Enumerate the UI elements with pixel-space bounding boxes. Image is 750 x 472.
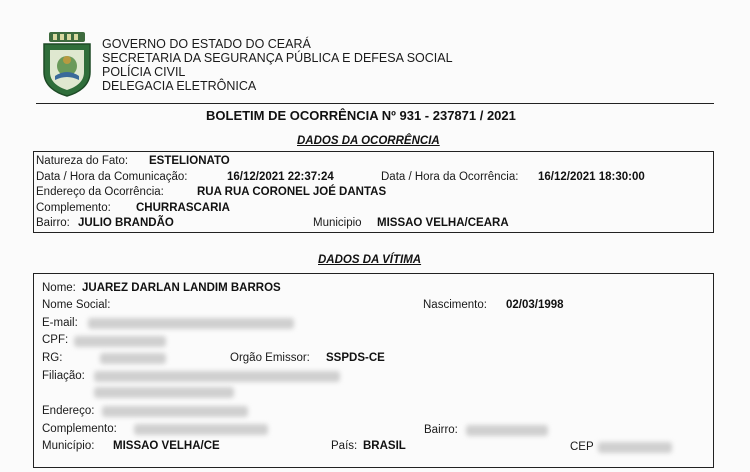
cep-redacted: [598, 442, 672, 453]
municipio-ocorrencia-label: Municipio: [313, 217, 362, 229]
complemento-vitima-label: Complemento:: [42, 423, 117, 435]
municipio-vitima-label: Município:: [42, 440, 95, 452]
cep-label: CEP: [570, 441, 594, 453]
rg-label: RG:: [42, 352, 63, 364]
email-redacted: [88, 318, 294, 329]
natureza-label: Natureza do Fato:: [36, 155, 129, 167]
header-line-3: POLÍCIA CIVIL: [102, 65, 186, 79]
nome-social-label: Nome Social:: [42, 299, 111, 311]
orgao-emissor-value: SSPDS-CE: [326, 352, 385, 364]
nascimento-label: Nascimento:: [423, 299, 487, 311]
endereco-ocorrencia-value: RUA RUA CORONEL JOÉ DANTAS: [197, 186, 387, 198]
filiacao-redacted-1: [94, 371, 340, 382]
section-title-vitima: DADOS DA VÍTIMA: [318, 254, 422, 266]
municipio-ocorrencia-value: MISSAO VELHA/CEARA: [377, 217, 509, 229]
complemento-ocorrencia-value: CHURRASCARIA: [136, 202, 230, 214]
rg-redacted: [100, 353, 166, 364]
endereco-vitima-label: Endereço:: [42, 405, 95, 417]
natureza-value: ESTELIONATO: [149, 155, 230, 167]
cpf-redacted: [74, 336, 166, 347]
bairro-ocorrencia-label: Bairro:: [36, 217, 70, 229]
header-line-2: SECRETARIA DA SEGURANÇA PÚBLICA E DEFESA SOCIAL: [102, 51, 453, 65]
header-divider: [36, 103, 714, 104]
nascimento-value: 02/03/1998: [506, 299, 564, 311]
cpf-label: CPF:: [42, 334, 69, 346]
ceara-coat-of-arms-icon: [40, 30, 94, 98]
bairro-vitima-label: Bairro:: [424, 424, 458, 436]
complemento-redacted: [134, 424, 268, 435]
filiacao-label: Filiação:: [42, 370, 85, 382]
comunicacao-label: Data / Hora da Comunicação:: [36, 171, 188, 183]
endereco-redacted: [102, 406, 248, 417]
bairro-redacted: [466, 425, 548, 436]
bairro-ocorrencia-value: JULIO BRANDÃO: [78, 217, 174, 229]
endereco-ocorrencia-label: Endereço da Ocorrência:: [36, 186, 164, 198]
email-label: E-mail:: [42, 317, 78, 329]
data-ocorrencia-value: 16/12/2021 18:30:00: [538, 171, 645, 183]
data-ocorrencia-label: Data / Hora da Ocorrência:: [381, 171, 519, 183]
section-title-ocorrencia: DADOS DA OCORRÊNCIA: [297, 135, 440, 147]
document-title: BOLETIM DE OCORRÊNCIA Nº 931 - 237871 / 2021: [206, 108, 516, 123]
nome-label: Nome:: [42, 282, 76, 294]
pais-value: BRASIL: [363, 440, 406, 452]
filiacao-redacted-2: [94, 387, 234, 398]
orgao-emissor-label: Orgão Emissor:: [230, 352, 310, 364]
header-line-1: GOVERNO DO ESTADO DO CEARÁ: [102, 37, 311, 51]
header-line-4: DELEGACIA ELETRÔNICA: [102, 79, 257, 93]
complemento-ocorrencia-label: Complemento:: [36, 202, 111, 214]
comunicacao-value: 16/12/2021 22:37:24: [227, 171, 334, 183]
municipio-vitima-value: MISSAO VELHA/CE: [113, 440, 220, 452]
nome-value: JUAREZ DARLAN LANDIM BARROS: [82, 282, 281, 294]
pais-label: País:: [331, 440, 358, 452]
